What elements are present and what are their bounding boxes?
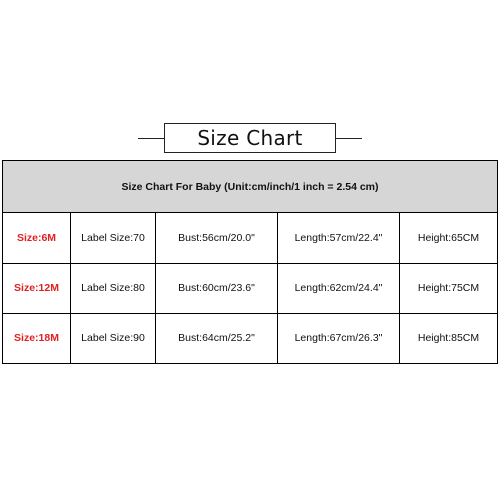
table-row <box>3 263 497 314</box>
height-cell: Height:85CM <box>417 332 480 344</box>
size-cell: Size:6M <box>3 213 71 263</box>
height-cell: Height:75CM <box>417 282 480 294</box>
page-title: Size Chart <box>164 123 336 153</box>
size-cell: Size:18M <box>3 313 71 363</box>
title-divider-right <box>336 138 362 139</box>
bust-cell: Bust:64cm/25.2" <box>156 313 278 363</box>
height-cell: Height:65CM <box>417 232 480 244</box>
size-cell: Size:12M <box>3 263 71 313</box>
table-header: Size Chart For Baby (Unit:cm/inch/1 inch = 2.54 cm) <box>3 161 497 213</box>
title-divider-left <box>138 138 164 139</box>
label-size-cell: Label Size:70 <box>71 213 156 263</box>
size-chart-table <box>2 160 498 364</box>
label-size-cell: Label Size:90 <box>71 313 156 363</box>
length-cell: Length:62cm/24.4" <box>278 263 400 313</box>
bust-cell: Bust:60cm/23.6" <box>156 263 278 313</box>
length-cell: Length:67cm/26.3" <box>278 313 400 363</box>
title-banner <box>0 120 500 156</box>
table-row <box>3 313 497 363</box>
length-cell: Length:57cm/22.4" <box>278 213 400 263</box>
table-row <box>3 213 497 264</box>
bust-cell: Bust:56cm/20.0" <box>156 213 278 263</box>
label-size-cell: Label Size:80 <box>71 263 156 313</box>
